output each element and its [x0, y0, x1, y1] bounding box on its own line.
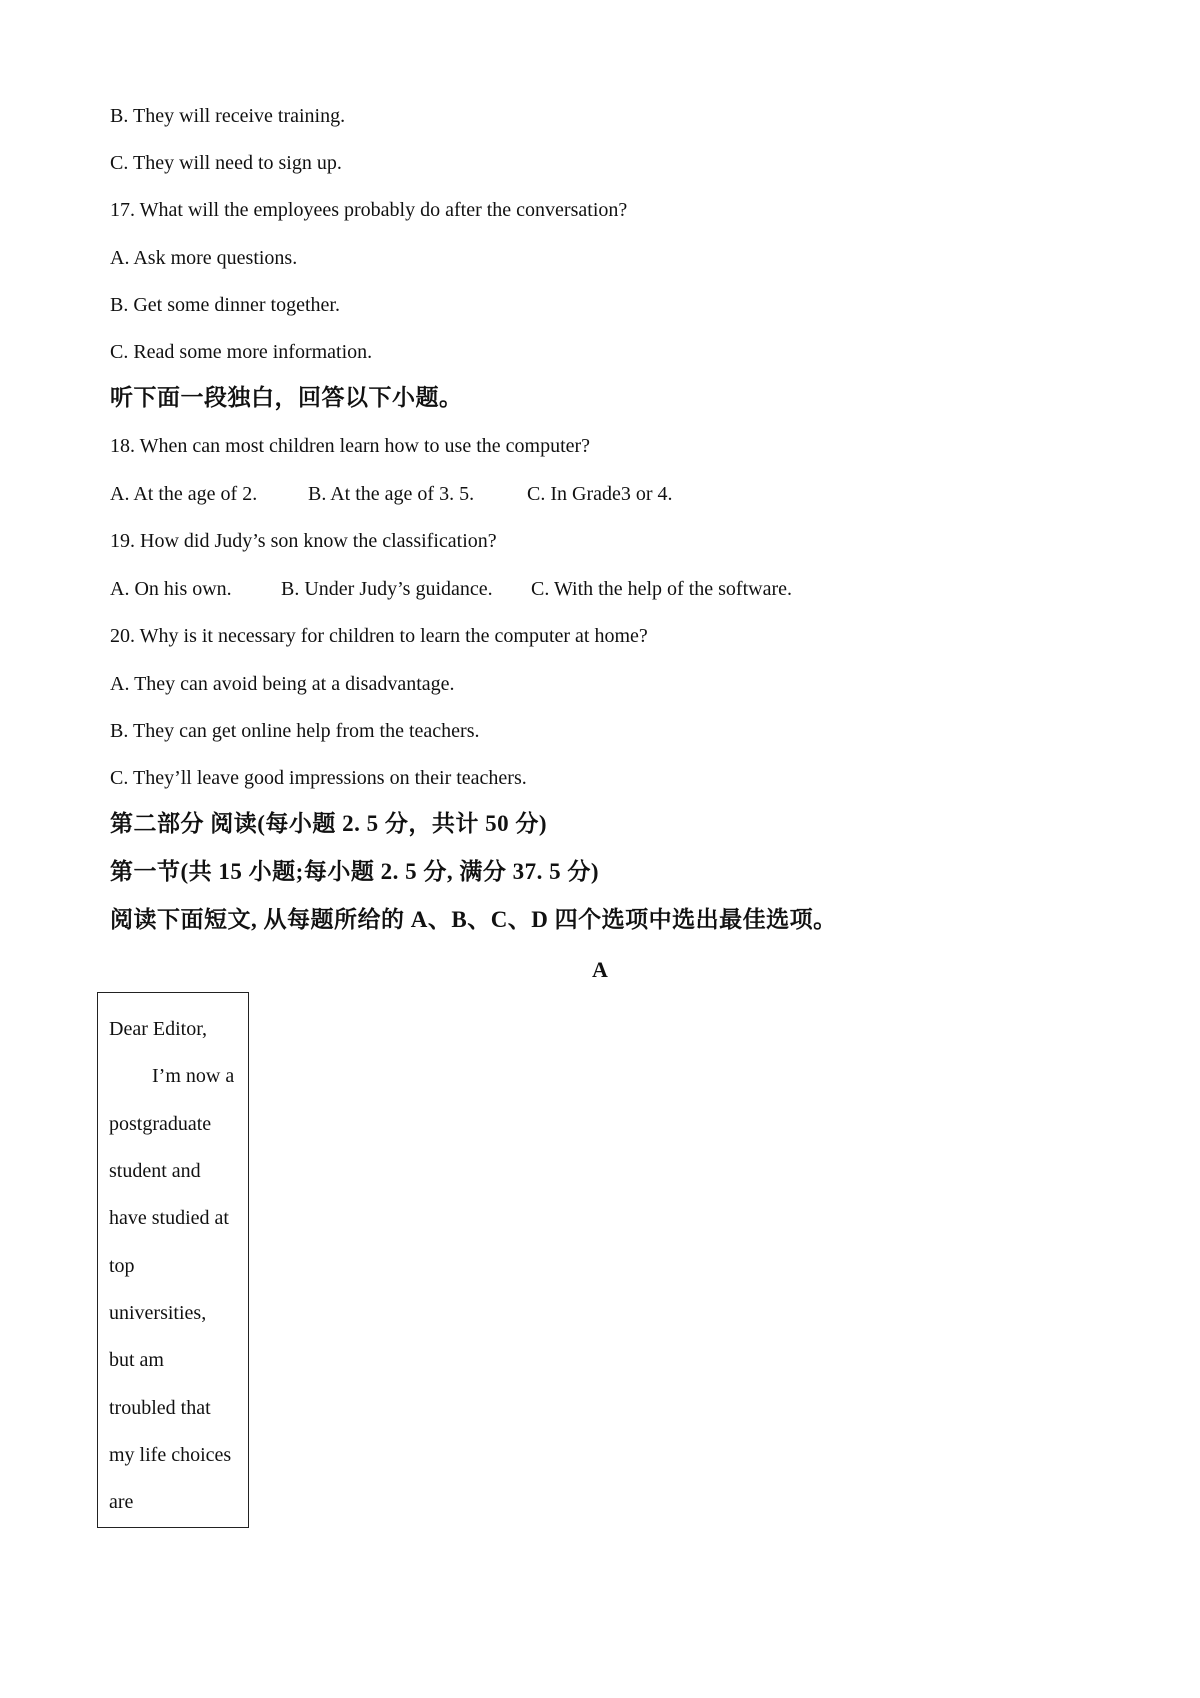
letter-line: student and	[109, 1160, 201, 1182]
letter-line: postgraduate	[109, 1113, 212, 1135]
option-17-a: A. Ask more questions.	[110, 247, 298, 269]
question-19: 19. How did Judy’s son know the classification?	[110, 530, 497, 552]
passage-label: A	[592, 957, 608, 982]
letter-line: I’m now a	[152, 1065, 235, 1087]
question-20: 20. Why is it necessary for children to learn the computer at home?	[110, 625, 648, 647]
option-19-c: C. With the help of the software.	[531, 578, 792, 600]
question-18: 18. When can most children learn how to use the computer?	[110, 435, 591, 457]
option-16-b: B. They will receive training.	[110, 105, 346, 127]
instruction-text: 阅读下面短文, 从每题所给的 A、B、C、D 四个选项中选出最佳选项。	[110, 907, 837, 932]
option-16-c: C. They will need to sign up.	[110, 152, 342, 174]
option-18-a: A. At the age of 2.	[110, 483, 258, 505]
option-20-b: B. They can get online help from the teachers.	[110, 720, 480, 742]
letter-line: are	[109, 1491, 134, 1513]
option-18-b: B. At the age of 3. 5.	[308, 483, 475, 505]
option-20-c: C. They’ll leave good impressions on their teachers.	[110, 767, 527, 789]
option-18-c: C. In Grade3 or 4.	[527, 483, 673, 505]
question-17: 17. What will the employees probably do after the conversation?	[110, 199, 628, 221]
option-17-b: B. Get some dinner together.	[110, 294, 340, 316]
letter-line: troubled that	[109, 1397, 211, 1419]
option-20-a: A. They can avoid being at a disadvantage.	[110, 673, 455, 695]
letter-line: Dear Editor,	[109, 1018, 208, 1040]
letter-line: my life choices	[109, 1444, 232, 1466]
letter-line: top	[109, 1255, 135, 1277]
part-two-heading: 第二部分 阅读(每小题 2. 5 分，共计 50 分)	[110, 811, 548, 836]
option-17-c: C. Read some more information.	[110, 341, 373, 363]
monologue-heading: 听下面一段独白，回答以下小题。	[110, 385, 463, 410]
option-19-a: A. On his own.	[110, 578, 232, 600]
letter-line: but am	[109, 1349, 164, 1371]
option-19-b: B. Under Judy’s guidance.	[281, 578, 493, 600]
letter-line: universities,	[109, 1302, 207, 1324]
section-one-heading: 第一节(共 15 小题;每小题 2. 5 分, 满分 37. 5 分)	[110, 859, 599, 884]
letter-line: have studied at	[109, 1207, 229, 1229]
letter-box	[97, 992, 249, 1528]
